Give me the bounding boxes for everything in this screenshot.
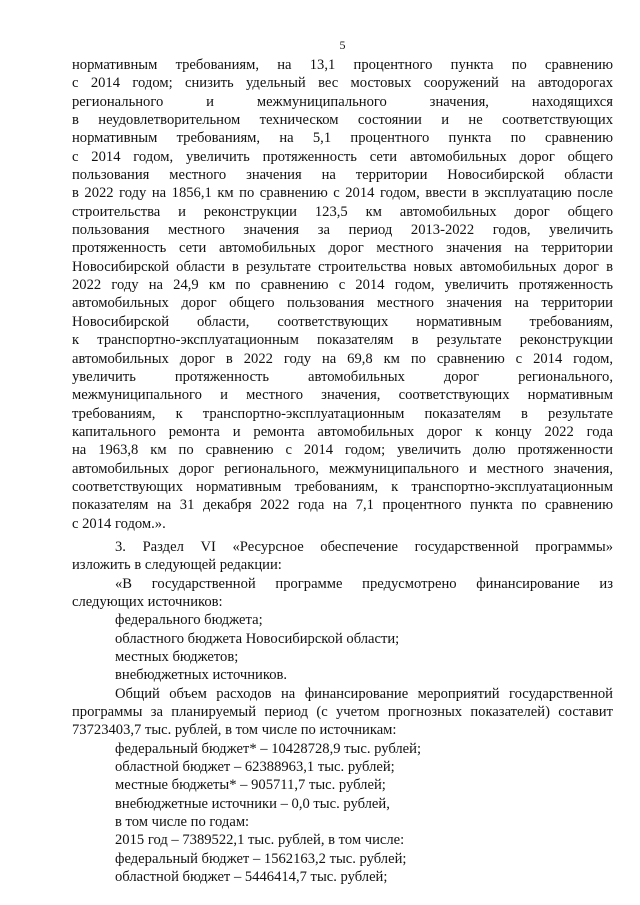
paragraph-line: Новосибирской области в результате строительства новых автомобильных дорог в — [72, 258, 613, 275]
total-line: 73723403,7 тыс. рублей, в том числе по источникам: — [72, 722, 397, 739]
paragraph-line: показателям на 31 декабря 2022 года на 7,1 процентного пункта по сравнению — [72, 497, 613, 514]
paragraph-line: пользования местного значения за период 2013-2022 годов, увеличить — [72, 222, 613, 239]
amount-item: 2015 год – 7389522,1 тыс. рублей, в том числе: — [115, 832, 405, 849]
paragraph-road-targets — [72, 56, 613, 515]
amount-item: областной бюджет – 5446414,7 тыс. рублей; — [115, 869, 388, 886]
paragraph-line: нормативным требованиям, на 13,1 процентного пункта по сравнению — [72, 57, 613, 73]
paragraph-line: протяженность сети автомобильных дорог местного значения на территории — [72, 240, 613, 257]
intro-line: «В государственной программе предусмотрено финансирование из — [115, 575, 613, 592]
paragraph-line-last: с 2014 годом.». — [72, 515, 166, 532]
source-item: областного бюджета Новосибирской области; — [115, 630, 400, 647]
source-item: внебюджетных источников. — [115, 667, 288, 684]
page-number: 5 — [339, 38, 346, 52]
amount-item: областной бюджет – 62388963,1 тыс. рублей; — [115, 759, 395, 776]
paragraph-line: в неудовлетворительном техническом состоянии и не соответствующих — [72, 112, 613, 129]
section-heading-line-2: изложить в следующей редакции: — [72, 557, 282, 574]
amount-item: федеральный бюджет* – 10428728,9 тыс. рублей; — [115, 740, 422, 757]
paragraph-line: с 2014 годом, увеличить протяженность сети автомобильных дорог общего — [72, 148, 613, 165]
amount-item: в том числе по годам: — [115, 814, 250, 831]
total-line: Общий объем расходов на финансирование мероприятий государственной — [115, 685, 613, 702]
paragraph-line: строительства и реконструкции 123,5 км автомобильных дорог общего — [72, 203, 613, 220]
amount-item: внебюджетные источники – 0,0 тыс. рублей, — [115, 795, 390, 812]
paragraph-line: в 2022 году на 1856,1 км по сравнению с 2014 годом, ввести в эксплуатацию после — [72, 185, 613, 202]
paragraph-line: пользования местного значения на территории Новосибирской области — [72, 167, 613, 184]
paragraph-line: автомобильных дорог регионального, межмуниципального и местного значения, — [72, 460, 613, 477]
amounts-list — [72, 740, 613, 887]
source-item: федерального бюджета; — [115, 612, 263, 629]
paragraph-line: автомобильных дорог в 2022 году на 69,8 км по сравнению с 2014 годом, — [72, 350, 613, 367]
total-line: программы за планируемый период (с учетом прогнозных показателей) составит — [72, 704, 613, 721]
section-heading-line: 3. Раздел VI «Ресурсное обеспечение государственной программы» — [115, 538, 613, 555]
amount-item: местные бюджеты* – 905711,7 тыс. рублей; — [115, 777, 386, 794]
paragraph-line: на 1963,8 км по сравнению с 2014 годом; увеличить долю протяженности — [72, 442, 613, 459]
paragraph-line: регионального и межмуниципального значения, находящихся — [72, 93, 613, 110]
source-item: местных бюджетов; — [115, 649, 239, 665]
paragraph-line: соответствующих нормативным требованиям, к транспортно-эксплуатационным — [72, 478, 613, 495]
paragraph-line: увеличить протяженность автомобильных дорог регионального, — [72, 368, 613, 385]
sources-list — [72, 611, 613, 684]
paragraph-line: межмуниципального и местного значения, соответствующих нормативным — [72, 387, 613, 404]
paragraph-line: нормативным требованиям, на 5,1 процентного пункта по сравнению — [72, 130, 613, 147]
paragraph-line: капитального ремонта и ремонта автомобильных дорог к концу 2022 года — [72, 423, 613, 440]
paragraph-line: 2022 году на 24,9 км по сравнению с 2014 годом, увеличить протяженность — [72, 277, 613, 294]
amount-item: федеральный бюджет – 1562163,2 тыс. рублей; — [115, 850, 407, 867]
paragraph-line: требованиям, к транспортно-эксплуатационным показателям в результате — [72, 405, 613, 422]
intro-line-2: следующих источников: — [72, 593, 223, 610]
paragraph-line: автомобильных дорог общего пользования местного значения на территории — [72, 295, 613, 312]
paragraph-line: с 2014 годом; снизить удельный вес мостовых сооружений на автодорогах — [72, 75, 613, 92]
paragraph-line: к транспортно-эксплуатационным показателям в результате реконструкции — [72, 332, 613, 349]
paragraph-line: Новосибирской области, соответствующих нормативным требованиям, — [72, 313, 613, 330]
